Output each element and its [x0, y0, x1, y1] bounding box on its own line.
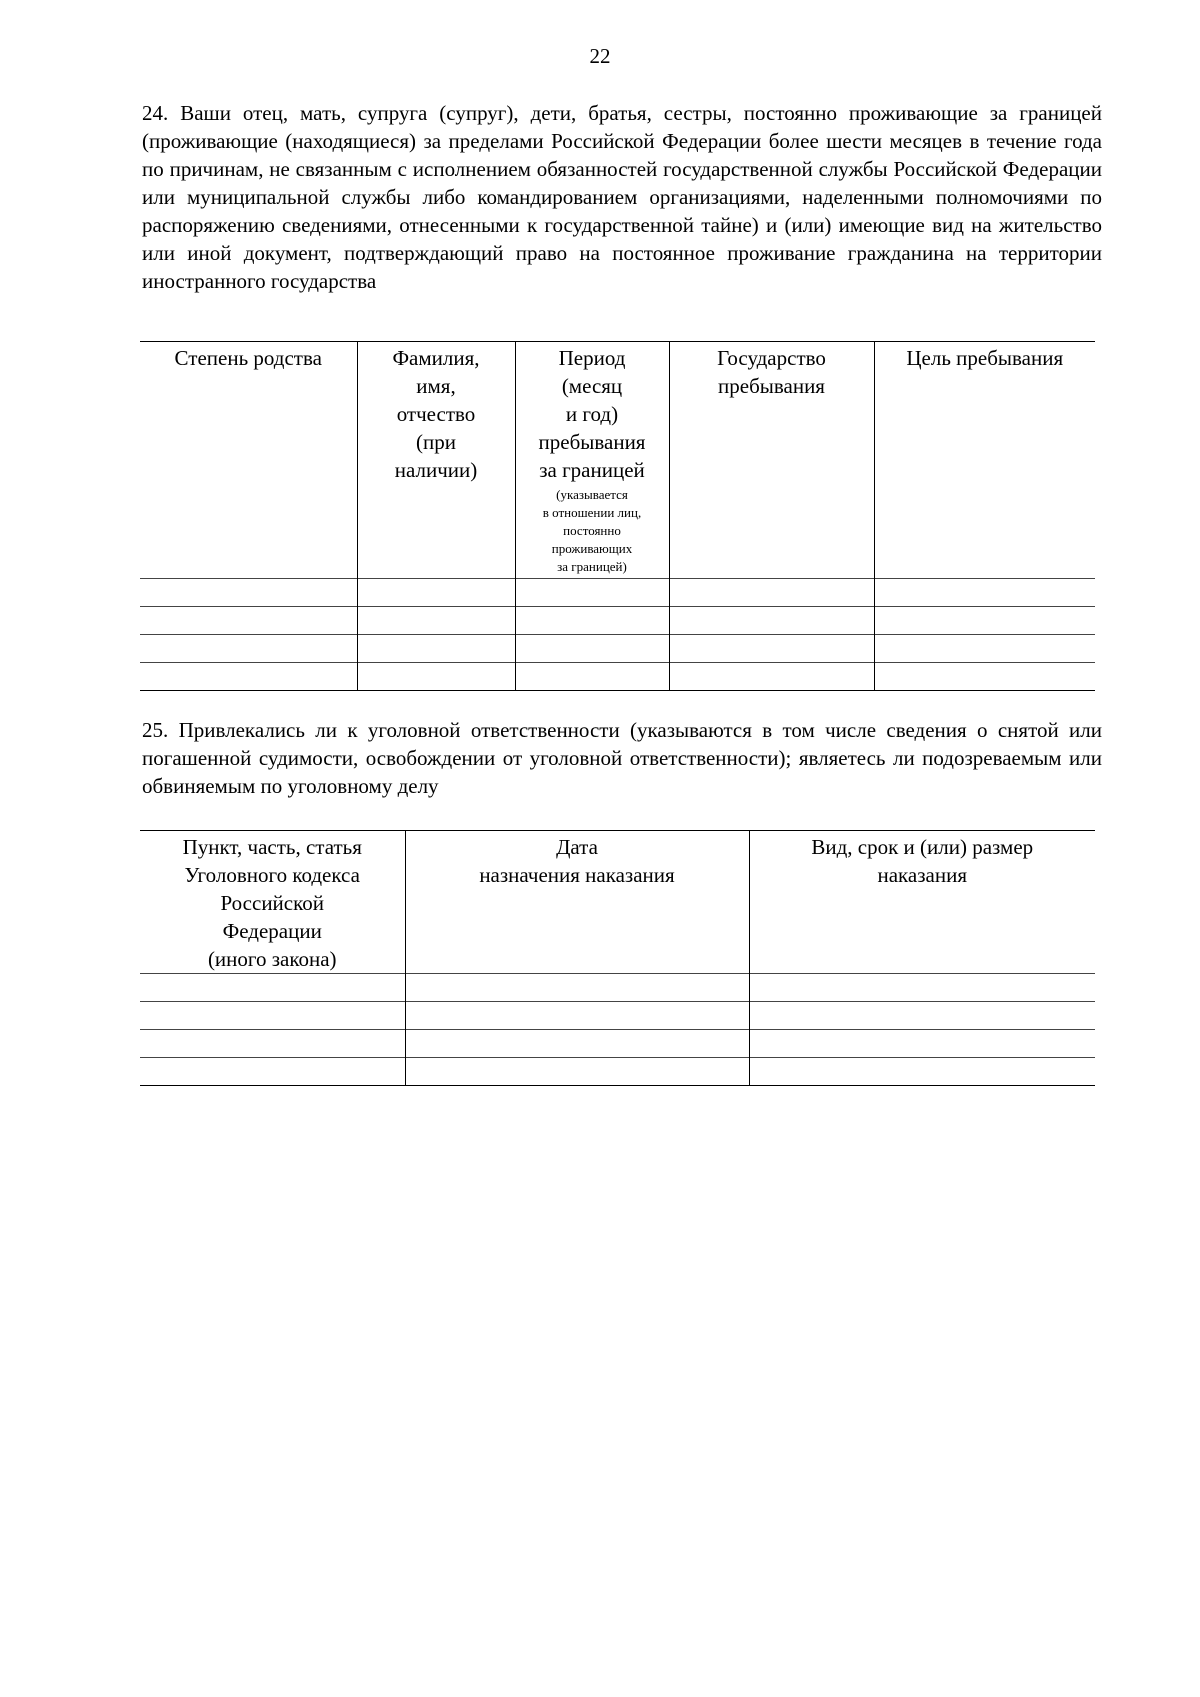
header-kind: Вид, срок и (или) размер наказания [749, 831, 1095, 974]
relatives-abroad-table [140, 341, 1095, 691]
cell-article[interactable] [140, 974, 405, 1002]
cell-state[interactable] [669, 579, 874, 607]
table-header-row [140, 342, 1095, 579]
period-note: (указывается в отношении лиц, постоянно проживающих за границей) [542, 487, 642, 574]
cell-purpose[interactable] [874, 663, 1095, 691]
cell-purpose[interactable] [874, 579, 1095, 607]
cell-purpose[interactable] [874, 607, 1095, 635]
cell-date[interactable] [405, 1030, 749, 1058]
table-header-row [140, 831, 1095, 974]
cell-period[interactable] [515, 635, 669, 663]
cell-relation[interactable] [140, 579, 357, 607]
table-row[interactable] [140, 607, 1095, 635]
table-row[interactable] [140, 974, 1095, 1002]
cell-period[interactable] [515, 579, 669, 607]
cell-kind[interactable] [749, 1030, 1095, 1058]
cell-state[interactable] [669, 607, 874, 635]
section-25-text: 25. Привлекались ли к уголовной ответственности (указываются в том числе сведения о снятой или погашенной судимости, освобождении от уголовной ответственности); являетесь ли подозреваемым или обвиняемым по уголовному делу [142, 718, 1102, 798]
header-purpose: Цель пребывания [874, 342, 1095, 579]
table-row[interactable] [140, 1030, 1095, 1058]
cell-period[interactable] [515, 607, 669, 635]
cell-relation[interactable] [140, 663, 357, 691]
cell-article[interactable] [140, 1058, 405, 1086]
cell-kind[interactable] [749, 974, 1095, 1002]
table-row[interactable] [140, 663, 1095, 691]
table-row[interactable] [140, 1002, 1095, 1030]
cell-date[interactable] [405, 974, 749, 1002]
cell-state[interactable] [669, 663, 874, 691]
cell-relation[interactable] [140, 607, 357, 635]
cell-fio[interactable] [357, 635, 515, 663]
header-period: Период (месяц и год) пребывания за границей (указывается в отношении лиц, постоянно проживающих за границей) [515, 342, 669, 579]
cell-fio[interactable] [357, 579, 515, 607]
cell-date[interactable] [405, 1002, 749, 1030]
table-row[interactable] [140, 1058, 1095, 1086]
cell-relation[interactable] [140, 635, 357, 663]
table-row[interactable] [140, 635, 1095, 663]
cell-article[interactable] [140, 1030, 405, 1058]
cell-date[interactable] [405, 1058, 749, 1086]
criminal-record-table [140, 830, 1095, 1086]
section-24-text: 24. Ваши отец, мать, супруга (супруг), дети, братья, сестры, постоянно проживающие за границей (проживающие (находящиеся) за пределами Российской Федерации более шести месяцев в течение года по причинам, не связанным с исполнением обязанностей государственной службы Российской Федерации или муниципальной службы либо командированием организациями, наделенными полномочиями по распоряжению сведениями, отнесенными к государственной тайне) и (или) имеющие вид на жительство или иной документ, подтверждающий право на постоянное проживание гражданина на территории иностранного государства [142, 101, 1102, 293]
header-state: Государство пребывания [669, 342, 874, 579]
header-fio: Фамилия, имя, отчество (при наличии) [357, 342, 515, 579]
page-number: 22 [589, 44, 611, 68]
cell-article[interactable] [140, 1002, 405, 1030]
cell-purpose[interactable] [874, 635, 1095, 663]
cell-fio[interactable] [357, 607, 515, 635]
table-row[interactable] [140, 579, 1095, 607]
cell-kind[interactable] [749, 1058, 1095, 1086]
cell-fio[interactable] [357, 663, 515, 691]
cell-kind[interactable] [749, 1002, 1095, 1030]
header-date: Дата назначения наказания [405, 831, 749, 974]
header-relation: Степень родства [140, 342, 357, 579]
cell-state[interactable] [669, 635, 874, 663]
header-article: Пункт, часть, статья Уголовного кодекса Российской Федерации (иного закона) [140, 831, 405, 974]
cell-period[interactable] [515, 663, 669, 691]
